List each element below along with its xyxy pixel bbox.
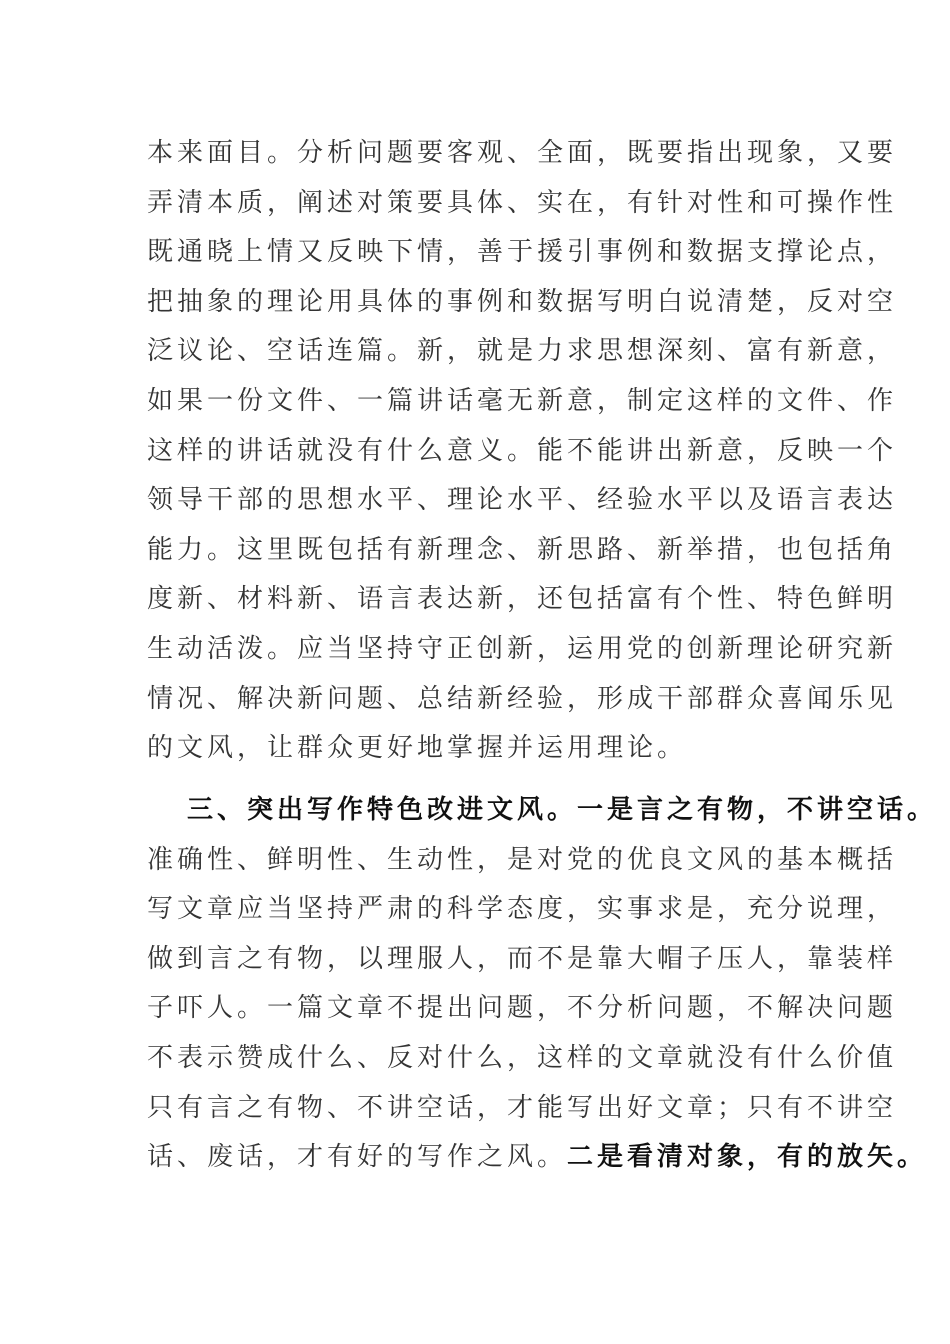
body-text: 做到言之有物，以理服人，而不是靠大帽子压人，靠装样 bbox=[147, 943, 898, 974]
text-line bbox=[147, 632, 897, 666]
text-line bbox=[147, 434, 897, 468]
text-line bbox=[147, 235, 897, 269]
text-line bbox=[147, 843, 897, 877]
body-text: 弄清本质，阐述对策要具体、实在，有针对性和可操作性 bbox=[147, 187, 898, 218]
body-text: 的文风，让群众更好地掌握并运用理论。 bbox=[147, 733, 688, 764]
body-text: 泛议论、空话连篇。新，就是力求思想深刻、富有新意， bbox=[147, 336, 898, 367]
body-text: 把抽象的理论用具体的事例和数据写明白说清楚，反对空 bbox=[147, 286, 898, 317]
body-text: 能力。这里既包括有新理念、新思路、新举措，也包括角 bbox=[147, 534, 898, 565]
text-line bbox=[147, 942, 897, 976]
text-line bbox=[147, 892, 897, 926]
body-text: 如果一份文件、一篇讲话毫无新意，制定这样的文件、作 bbox=[147, 386, 898, 416]
body-text: 领导干部的思想水平、理论水平、经验水平以及语言表达 bbox=[147, 485, 898, 516]
text-line bbox=[147, 731, 687, 765]
body-text: 度新、材料新、语言表达新，还包括富有个性、特色鲜明 bbox=[147, 584, 898, 615]
body-text: 不表示赞成什么、反对什么，这样的文章就没有什么价值 bbox=[147, 1043, 898, 1073]
body-text: 这样的讲话就没有什么意义。能不能讲出新意，反映一个 bbox=[147, 435, 898, 466]
body-text: 情况、解决新问题、总结新经验，形成干部群众喜闻乐见 bbox=[147, 683, 898, 714]
bold-text: 三、突出写作特色改进文风。一是言之有物，不讲空话。 bbox=[187, 795, 938, 825]
body-text: 生动活泼。应当坚持守正创新，运用党的创新理论研究新 bbox=[147, 634, 898, 664]
body-text: 话、废话，才有好的写作之风。 bbox=[147, 1142, 568, 1173]
text-line bbox=[147, 483, 897, 517]
text-line bbox=[147, 186, 897, 220]
text-line bbox=[147, 582, 897, 616]
body-text: 子吓人。一篇文章不提出问题，不分析问题，不解决问题 bbox=[147, 993, 898, 1024]
text-line bbox=[147, 1140, 927, 1174]
text-line bbox=[147, 285, 897, 319]
bold-text: 二是看清对象，有的放矢。 bbox=[567, 1142, 928, 1173]
section-heading-line bbox=[187, 793, 937, 827]
body-text: 既通晓上情又反映下情，善于援引事例和数据支撑论点， bbox=[147, 237, 898, 268]
body-text: 写文章应当坚持严肃的科学态度，实事求是，充分说理， bbox=[147, 894, 898, 925]
text-line bbox=[147, 136, 897, 170]
text-line bbox=[147, 533, 897, 567]
text-line bbox=[147, 682, 897, 716]
body-text: 只有言之有物、不讲空话，才能写出好文章；只有不讲空 bbox=[147, 1092, 898, 1123]
text-line bbox=[147, 1041, 897, 1075]
text-line bbox=[147, 991, 897, 1025]
text-line bbox=[147, 384, 897, 418]
text-line bbox=[147, 334, 897, 368]
text-line bbox=[147, 1091, 897, 1125]
body-text: 准确性、鲜明性、生动性，是对党的优良文风的基本概括 bbox=[147, 844, 898, 875]
body-text: 本来面目。分析问题要客观、全面，既要指出现象，又要 bbox=[147, 138, 898, 168]
